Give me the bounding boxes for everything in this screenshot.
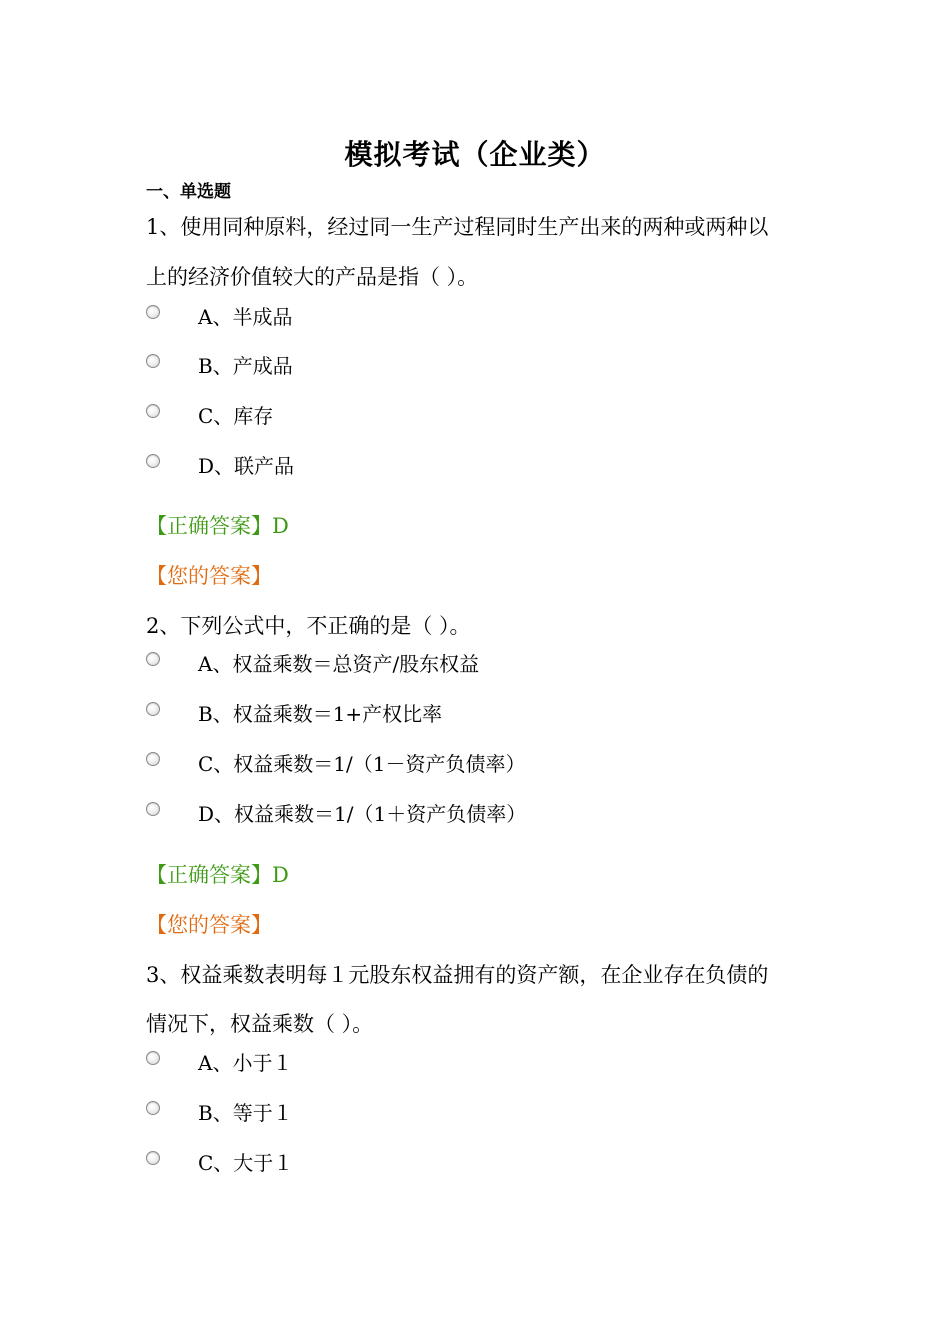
question-3-option-b[interactable] bbox=[146, 1101, 746, 1131]
question-2-option-d[interactable] bbox=[146, 802, 746, 832]
option-label: A、权益乘数＝总资产/股东权益 bbox=[198, 652, 480, 676]
question-1-correct-answer: 【正确答案】D bbox=[146, 514, 289, 538]
option-label: C、库存 bbox=[198, 404, 274, 428]
question-1-text-line-1: 1、使用同种原料，经过同一生产过程同时生产出来的两种或两种以 bbox=[146, 215, 769, 239]
radio-button-icon[interactable] bbox=[146, 1051, 160, 1065]
radio-button-icon[interactable] bbox=[146, 752, 160, 766]
question-3-option-c[interactable] bbox=[146, 1151, 746, 1181]
option-label: C、权益乘数＝1/（1－资产负债率） bbox=[198, 752, 526, 776]
section-title: 一、单选题 bbox=[146, 182, 231, 202]
question-2-option-a[interactable] bbox=[146, 652, 746, 682]
radio-button-icon[interactable] bbox=[146, 652, 160, 666]
question-2-option-b[interactable] bbox=[146, 702, 746, 732]
question-2-your-answer: 【您的答案】 bbox=[146, 913, 272, 937]
question-1-option-c[interactable] bbox=[146, 404, 746, 434]
question-1-option-a[interactable] bbox=[146, 305, 746, 335]
option-label: A、半成品 bbox=[198, 305, 293, 329]
radio-button-icon[interactable] bbox=[146, 702, 160, 716]
radio-button-icon[interactable] bbox=[146, 1101, 160, 1115]
option-label: A、小于１ bbox=[198, 1051, 293, 1075]
page-title: 模拟考试（企业类） bbox=[344, 138, 606, 171]
question-2-text-line-1: 2、下列公式中，不正确的是（ ）。 bbox=[146, 614, 471, 638]
question-1-text-line-2: 上的经济价值较大的产品是指（ ）。 bbox=[146, 265, 479, 289]
radio-button-icon[interactable] bbox=[146, 454, 160, 468]
question-3-option-a[interactable] bbox=[146, 1051, 746, 1081]
question-2-correct-answer: 【正确答案】D bbox=[146, 863, 289, 887]
radio-button-icon[interactable] bbox=[146, 802, 160, 816]
question-1-your-answer: 【您的答案】 bbox=[146, 564, 272, 588]
question-1-option-d[interactable] bbox=[146, 454, 746, 484]
option-label: D、联产品 bbox=[198, 454, 295, 478]
option-label: C、大于１ bbox=[198, 1151, 294, 1175]
question-3-text-line-2: 情况下，权益乘数（ ）。 bbox=[146, 1012, 374, 1036]
radio-button-icon[interactable] bbox=[146, 404, 160, 418]
question-3-text-line-1: 3、权益乘数表明每１元股东权益拥有的资产额，在企业存在负债的 bbox=[146, 963, 769, 987]
option-label: B、产成品 bbox=[198, 354, 293, 378]
radio-button-icon[interactable] bbox=[146, 354, 160, 368]
option-label: D、权益乘数＝1/（1＋资产负债率） bbox=[198, 802, 527, 826]
option-label: B、权益乘数＝1+产权比率 bbox=[198, 702, 443, 726]
question-1-option-b[interactable] bbox=[146, 354, 746, 384]
question-2-option-c[interactable] bbox=[146, 752, 746, 782]
option-label: B、等于１ bbox=[198, 1101, 293, 1125]
radio-button-icon[interactable] bbox=[146, 1151, 160, 1165]
radio-button-icon[interactable] bbox=[146, 305, 160, 319]
